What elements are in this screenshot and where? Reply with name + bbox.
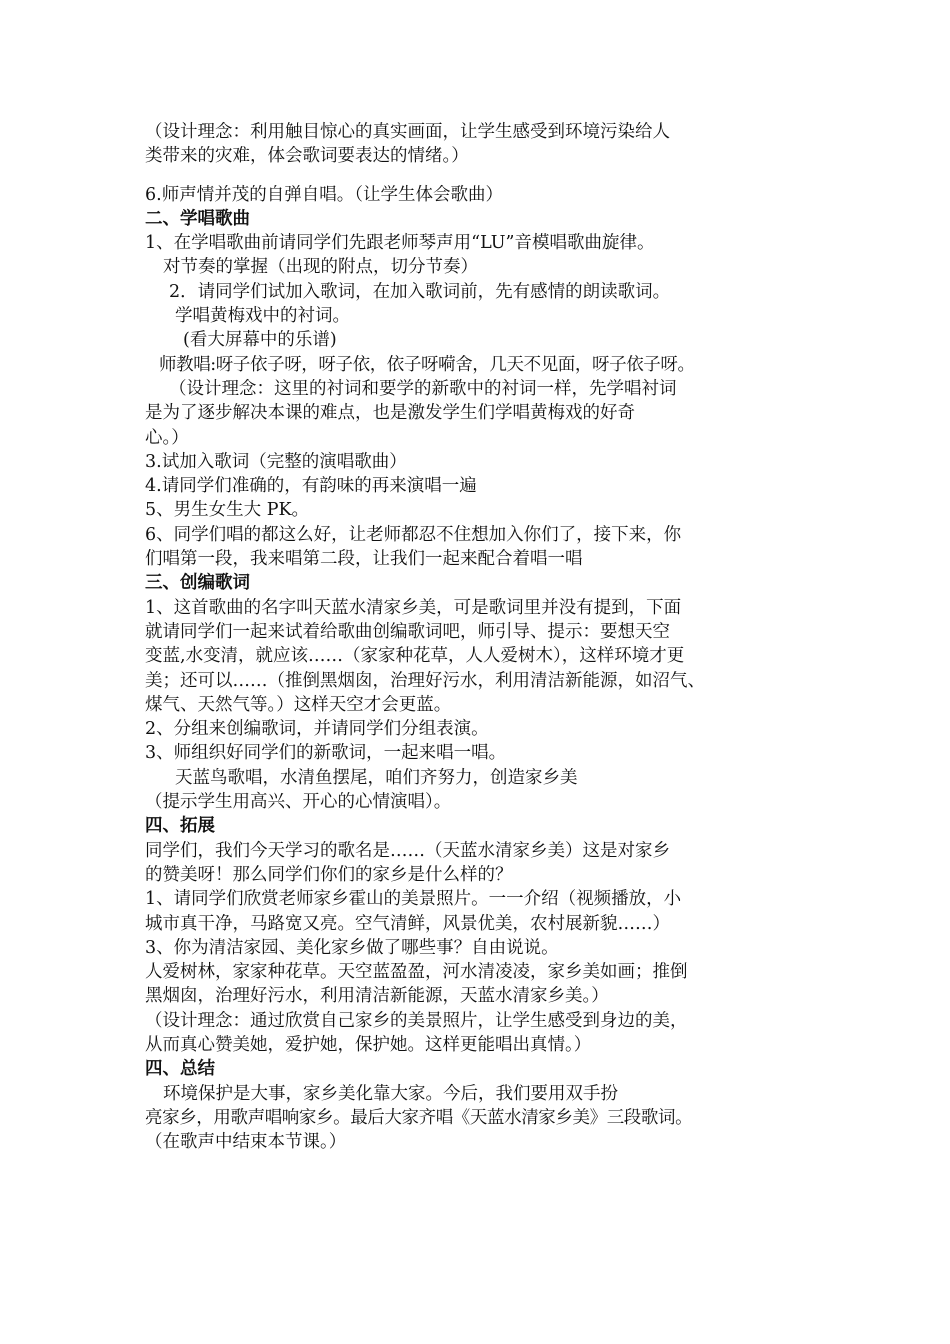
text-line: 学唱黄梅戏中的衬词。 [175, 306, 350, 327]
text-line: 亮家乡，用歌声唱响家乡。最后大家齐唱《天蓝水清家乡美》三段歌词。 [145, 1107, 693, 1128]
design-note-line: （设计理念：通过欣赏自己家乡的美景照片，让学生感受到身边的美， [145, 1010, 688, 1031]
design-note-line: （设计理念：这里的衬词和要学的新歌中的衬词一样，先学唱衬词 [169, 378, 677, 399]
section-heading-extension: 四、拓展 [145, 816, 215, 837]
text-line: 对节奏的掌握（出现的附点，切分节奏） [163, 257, 478, 278]
text-line: 黑烟囱，治理好污水，利用清洁新能源，天蓝水清家乡美。） [145, 986, 609, 1007]
section-heading-create-lyrics: 三、创编歌词 [145, 573, 250, 594]
step-line: 2．请同学们试加入歌词，在加入歌词前，先有感情的朗读歌词。 [169, 281, 671, 302]
text-line: 环境保护是大事，家乡美化靠大家。今后，我们要用双手扮 [163, 1083, 618, 1104]
design-note-line: 是为了逐步解决本课的难点，也是激发学生们学唱黄梅戏的好奇 [145, 403, 635, 424]
design-note-line: 心。） [145, 427, 189, 448]
section-heading-summary: 四、总结 [145, 1059, 215, 1080]
text-line: 煤气、天然气等。）这样天空才会更蓝。 [145, 694, 452, 715]
text-line: 变蓝,水变清，就应该……（家家种花草，人人爱树木），这样环境才更 [145, 646, 685, 667]
step-line: 1、在学唱歌曲前请同学们先跟老师琴声用“LU”音模唱歌曲旋律。 [145, 233, 655, 254]
text-line: 同学们，我们今天学习的歌名是……（天蓝水清家乡美）这是对家乡 [145, 840, 670, 861]
step-line: 3、你为清洁家园、美化家乡做了哪些事？自由说说。 [145, 937, 559, 958]
step-line: 3、师组织好同学们的新歌词，一起来唱一唱。 [145, 743, 507, 764]
step-line: 5、男生女生大 PK。 [145, 500, 310, 521]
text-line: （在歌声中结束本节课。） [145, 1132, 347, 1153]
text-line: 师教唱:呀子依子呀，呀子依，依子呀嗬舍，几天不见面，呀子依子呀。 [159, 354, 695, 375]
text-line: 美；还可以……（推倒黑烟囱，治理好污水，利用清洁新能源，如沼气、 [145, 670, 705, 691]
text-line: （提示学生用高兴、开心的心情演唱）。 [145, 792, 452, 813]
text-line: (看大屏幕中的乐谱) [183, 330, 337, 351]
step-line: 6.师声情并茂的自弹自唱。（让学生体会歌曲） [145, 184, 503, 205]
paragraph-gap [145, 169, 825, 183]
step-line: 3.试加入歌词（完整的演唱歌曲） [145, 451, 407, 472]
design-note-line: 从而真心赞美她，爱护她，保护她。这样更能唱出真情。） [145, 1034, 592, 1055]
step-line: 4.请同学们准确的，有韵味的再来演唱一遍 [145, 476, 477, 497]
step-line: 1、这首歌曲的名字叫天蓝水清家乡美，可是歌词里并没有提到，下面 [145, 597, 682, 618]
design-note-line: 类带来的灾难，体会歌词要表达的情绪。） [145, 146, 469, 167]
text-line: 就请同学们一起来试着给歌曲创编歌词吧，师引导、提示：要想天空 [145, 621, 670, 642]
document-body [145, 120, 825, 1154]
design-note-line: （设计理念：利用触目惊心的真实画面，让学生感受到环境污染给人 [145, 122, 670, 142]
step-line: 1、请同学们欣赏老师家乡霍山的美景照片。一一介绍（视频播放，小 [145, 889, 682, 910]
text-line: 城市真干净，马路宽又亮。空气清鲜，风景优美，农村展新貌……） [145, 913, 670, 934]
text-line: 的赞美呀！那么同学们你们的家乡是什么样的？ [145, 864, 513, 885]
step-line: 6、同学们唱的都这么好，让老师都忍不住想加入你们了，接下来，你 [145, 524, 682, 545]
step-line: 2、分组来创编歌词，并请同学们分组表演。 [145, 719, 489, 740]
text-line: 们唱第一段，我来唱第二段，让我们一起来配合着唱一唱 [145, 549, 583, 570]
lyrics-line: 天蓝鸟歌唱，水清鱼摆尾，咱们齐努力，创造家乡美 [175, 767, 578, 788]
text-line: 人爱树林，家家种花草。天空蓝盈盈，河水清凌凌，家乡美如画；推倒 [145, 962, 688, 983]
section-heading-learn-song: 二、学唱歌曲 [145, 208, 250, 229]
